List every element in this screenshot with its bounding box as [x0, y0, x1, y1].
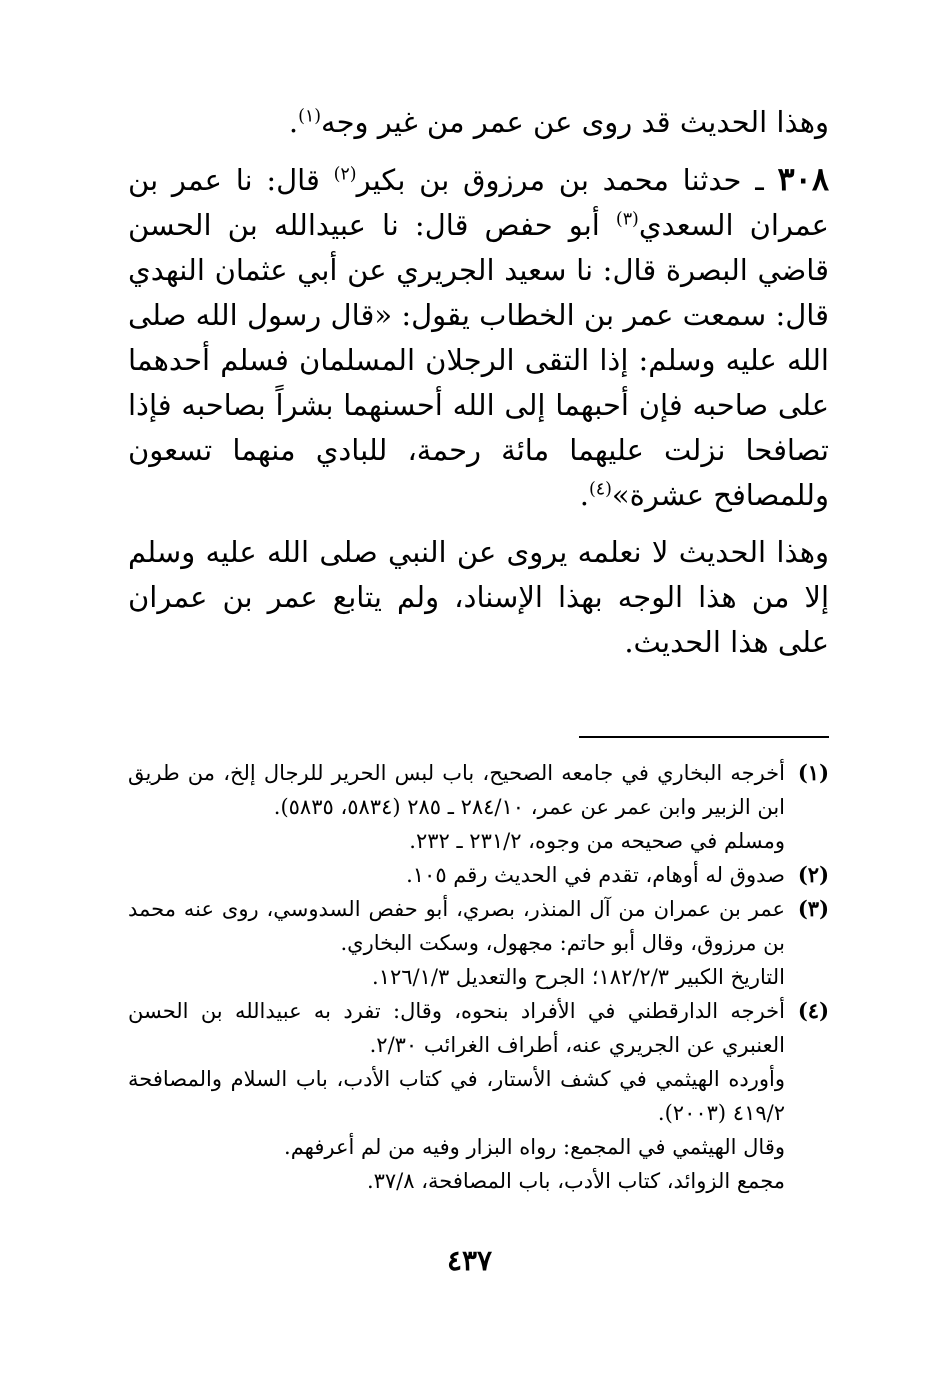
footnote-ref-4[interactable]: (٤) — [588, 479, 612, 500]
footnotes — [128, 756, 829, 1198]
hadith-number: ٣٠٨ — [777, 160, 830, 198]
footnote-text: وقال الهيثمي في المجمع: رواه البزار وفيه من لم أعرفهم. — [284, 1135, 785, 1159]
hadith-paragraph: ٣٠٨ ـ حدثنا محمد بن مرزوق بن بكير$^{(٢)}$ قال: نا عمر بن عمران السعدي$^{(٣)}$ أبو حفص قال: نا عبيدالله بن الحسن قاضي البصرة قال: نا سعيد الجريري عن أبي عثمان النهدي قال: سمعت عمر بن الخطاب يقول: «قال رسول الله صلى الله عليه وسلم: إذا التقى الرجلان المسلمان فسلم أحدهما على صاحبه فإن أحبهما إلى الله أحسنهما بشراً بصاحبه فإذا تصافحا نزلت عليهما مائة رحمة، للبادي منهما تسعون وللمصافح عشرة»$^{(٤)}$. — [128, 160, 830, 512]
footnote-ref-3[interactable]: (٣) — [615, 209, 639, 230]
paragraph-1: وهذا الحديث قد روى عن عمر من غير وجه$^{(١)}$. — [288, 105, 829, 139]
footnote-ref-1[interactable]: (١) — [298, 106, 322, 127]
footnote-ref-2[interactable]: (٢) — [333, 164, 357, 185]
footnote-text: عمر بن عمران من آل المنذر، بصري، أبو حفص السدوسي، روى عنه محمد بن مرزوق، وقال أبو حاتم: مجهول، وسكت البخاري. — [128, 897, 785, 955]
footnote-number: (٢) — [797, 862, 829, 887]
footnote-text: ومسلم في صحيحه من وجوه، ٢٣١/٢ ـ ٢٣٢. — [409, 829, 785, 853]
footnote-text: التاريخ الكبير ١٨٢/٢/٣؛ الجرح والتعديل ١٢٦/١/٣. — [372, 965, 785, 989]
footnote-text: وأورده الهيثمي في كشف الأستار، في كتاب الأدب، باب السلام والمصافحة ٤١٩/٢ (٢٠٠٣). — [128, 1067, 785, 1125]
footnote-text: صدوق له أوهام، تقدم في الحديث رقم ١٠٥. — [406, 863, 785, 887]
footnote-2 — [128, 858, 829, 892]
page-number: ٤٣٧ — [446, 1244, 493, 1277]
footnote-number: (١) — [797, 760, 829, 785]
footnote-divider — [579, 736, 829, 738]
footnote-4 — [128, 994, 829, 1198]
footnote-text: أخرجه الدارقطني في الأفراد بنحوه، وقال: تفرد به عبيدالله بن الحسن العنبري عن الجريري عنه، أطراف الغرائب ٢/٣٠. — [128, 999, 785, 1057]
footnote-1 — [128, 756, 829, 858]
footnote-3 — [128, 892, 829, 994]
paragraph-3: وهذا الحديث لا نعلمه يروى عن النبي صلى الله عليه وسلم إلا من هذا الوجه بهذا الإسناد، ولم يتابع عمر بن عمران على هذا الحديث. — [128, 535, 829, 659]
footnote-number: (٤) — [797, 998, 829, 1023]
footnote-text: مجمع الزوائد، كتاب الأدب، باب المصافحة، ٣٧/٨. — [366, 1169, 785, 1193]
footnote-text: أخرجه البخاري في جامعه الصحيح، باب لبس الحرير للرجال إلخ، من طريق ابن الزبير وابن عمر عن عمر، ٢٨٤/١٠ ـ ٢٨٥ (٥٨٣٤، ٥٨٣٥). — [128, 761, 785, 819]
main-text — [128, 100, 829, 665]
footnote-number: (٣) — [797, 896, 829, 921]
